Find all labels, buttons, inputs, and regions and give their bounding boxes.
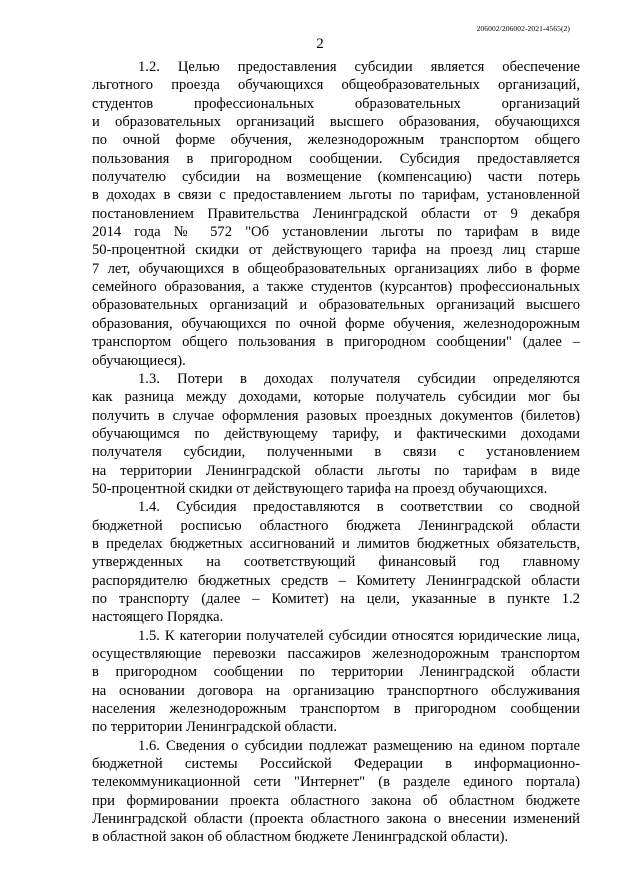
text-line: получить в случае оформления разовых проездных документов (билетов) <box>92 407 580 424</box>
text-line: Ленинградской области (проекта областного закона о внесении изменений <box>92 811 580 828</box>
text-line: по территории Ленинградской области. <box>92 719 337 736</box>
text-line: образования, обучающихся по очной форме обучения, железнодорожным <box>92 315 580 332</box>
text-line: 1.3. Потери в доходах получателя субсидии определяются <box>138 370 580 387</box>
text-line: настоящего Порядка. <box>92 609 224 626</box>
text-line: в областной закон об областном бюджете Ленинградской области). <box>92 829 509 846</box>
text-line: постановлением Правительства Ленинградской области от 9 декабря <box>92 205 580 222</box>
text-line: получателю субсидии на возмещение (компенсацию) части потерь <box>92 169 580 186</box>
text-line: 1.5. К категории получателей субсидии относятся юридические лица, <box>138 627 580 644</box>
text-line: в пригородном сообщении по территории Ленинградской области <box>92 664 580 681</box>
text-line: 1.2. Целью предоставления субсидии является обеспечение <box>138 59 580 75</box>
text-line: транспортом общего пользования в пригородном сообщении" (далее – <box>92 334 580 351</box>
page-number: 2 <box>316 36 324 52</box>
text-line: 50-процентной скидки от действующего тарифа на проезд обучающихся. <box>92 480 548 497</box>
text-line: телекоммуникационной сети "Интернет" (в разделе единого портала) <box>92 774 580 791</box>
text-line: населения железнодорожным транспортом в пригородном сообщении <box>92 701 580 718</box>
paragraph-5 <box>92 737 580 847</box>
text-line: обучающимся по действующему тарифу, и фактическими доходами <box>92 425 580 442</box>
text-line: на основании договора на организацию транспортного обслуживания <box>92 682 580 699</box>
document-body <box>92 58 580 847</box>
text-line: при формировании проекта областного закона об областном бюджете <box>92 792 580 809</box>
text-line: утвержденных на соответствующий финансовый год главному <box>92 554 580 571</box>
text-line: как разница между доходами, которые получатель субсидии мог бы <box>92 389 580 406</box>
text-line: образовательных организаций и образовательных организаций высшего <box>92 297 580 314</box>
text-line: в пределах бюджетных ассигнований и лимитов бюджетных обязательств, <box>92 535 580 552</box>
paragraph-3 <box>92 498 580 626</box>
paragraph-1 <box>92 58 580 370</box>
text-line: 7 лет, обучающихся в общеобразовательных организациях либо в форме <box>92 260 580 277</box>
text-line: льготного проезда обучающихся общеобразовательных организаций, <box>92 77 580 94</box>
text-line: 2014 года № 572 "Об установлении льготы по тарифам в виде <box>92 224 580 241</box>
text-line: и образовательных организаций высшего образования, обучающихся <box>92 114 580 131</box>
text-line: осуществляющие перевозки пассажиров железнодорожным транспортом <box>92 646 580 662</box>
text-line: 50-процентной скидки от действующего тарифа на проезд лиц старше <box>92 242 580 259</box>
document-registration-number: 206002/206002-2021-4565(2) <box>476 24 570 33</box>
text-line: обучающиеся). <box>92 352 186 369</box>
text-line: по транспорту (далее – Комитет) на цели, указанные в пункте 1.2 <box>92 590 580 607</box>
text-line: 1.4. Субсидия предоставляются в соответствии со сводной <box>138 499 580 516</box>
text-line: студентов профессиональных образовательных организаций <box>92 95 580 112</box>
text-line: семейного образования, а также студентов (курсантов) профессиональных <box>92 279 580 296</box>
text-line: бюджетной системы Российской Федерации в информационно- <box>92 756 580 773</box>
text-line: получателя субсидии, полученными в связи с установлением <box>92 444 580 461</box>
paragraph-2 <box>92 370 580 498</box>
text-line: распорядителю бюджетных средств – Комитету Ленинградской области <box>92 572 580 589</box>
text-line: по очной форме обучения, железнодорожным транспортом общего <box>92 132 580 149</box>
text-line: на территории Ленинградской области льготы по тарифам в виде <box>92 462 580 479</box>
paragraph-4 <box>92 627 580 737</box>
text-line: пользования в пригородном сообщении. Субсидия предоставляется <box>92 150 580 167</box>
text-line: в доходах в связи с предоставлением льготы по тарифам, установленной <box>92 187 580 204</box>
text-line: бюджетной росписью областного бюджета Ленинградской области <box>92 517 580 534</box>
text-line: 1.6. Сведения о субсидии подлежат размещению на едином портале <box>138 737 580 754</box>
